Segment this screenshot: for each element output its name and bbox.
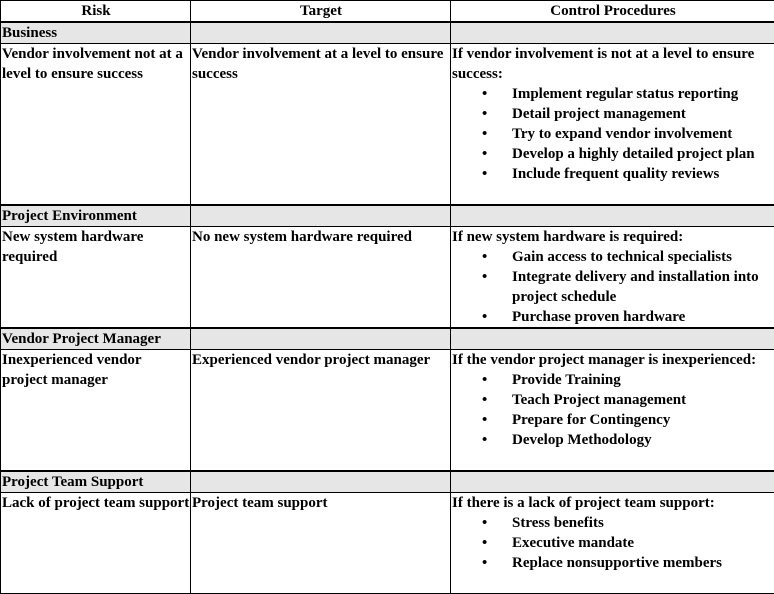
control-list <box>452 370 774 450</box>
list-item: • Executive mandate <box>482 533 774 553</box>
control-intro: If there is a lack of project team support: <box>452 493 774 513</box>
list-item: • Purchase proven hardware <box>482 307 774 327</box>
section-row-project-team-support <box>1 471 774 493</box>
section-empty-cell <box>191 328 451 350</box>
control-cell <box>451 493 774 594</box>
section-title: Project Team Support <box>1 471 191 493</box>
section-row-vendor-project-manager <box>1 328 774 350</box>
section-title: Business <box>1 22 191 44</box>
risk-cell: Inexperienced vendor project manager <box>1 350 191 472</box>
list-item: • Detail project management <box>482 104 774 124</box>
list-item: • Stress benefits <box>482 513 774 533</box>
section-row-business <box>1 22 774 44</box>
target-cell: Project team support <box>191 493 451 594</box>
risk-cell: Lack of project team support <box>1 493 191 594</box>
table-row <box>1 44 774 206</box>
table-row <box>1 227 774 329</box>
section-empty-cell <box>191 22 451 44</box>
section-empty-cell <box>451 328 774 350</box>
control-intro: If new system hardware is required: <box>452 227 774 247</box>
list-item: • Provide Training <box>482 370 774 390</box>
section-empty-cell <box>191 471 451 493</box>
target-cell: Vendor involvement at a level to ensure success <box>191 44 451 206</box>
section-empty-cell <box>191 205 451 227</box>
section-title: Project Environment <box>1 205 191 227</box>
list-item: • Gain access to technical specialists <box>482 247 774 267</box>
section-empty-cell <box>451 22 774 44</box>
list-item: • Teach Project management <box>482 390 774 410</box>
header-row <box>1 1 774 23</box>
list-item: • Develop Methodology <box>482 430 774 450</box>
target-cell: No new system hardware required <box>191 227 451 329</box>
control-list <box>452 84 774 184</box>
list-item: • Integrate delivery and installation into project schedule <box>482 267 774 307</box>
control-cell <box>451 44 774 206</box>
list-item: • Replace nonsupportive members <box>482 553 774 573</box>
risk-cell: New system hardware required <box>1 227 191 329</box>
control-list <box>452 247 774 327</box>
section-empty-cell <box>451 471 774 493</box>
list-item: • Prepare for Contingency <box>482 410 774 430</box>
header-control-procedures: Control Procedures <box>451 1 774 23</box>
section-row-project-environment <box>1 205 774 227</box>
list-item: • Try to expand vendor involvement <box>482 124 774 144</box>
section-title: Vendor Project Manager <box>1 328 191 350</box>
table-row <box>1 350 774 472</box>
section-empty-cell <box>451 205 774 227</box>
list-item: • Implement regular status reporting <box>482 84 774 104</box>
control-cell <box>451 350 774 472</box>
control-intro: If the vendor project manager is inexperienced: <box>452 350 774 370</box>
risk-cell: Vendor involvement not at a level to ensure success <box>1 44 191 206</box>
target-cell: Experienced vendor project manager <box>191 350 451 472</box>
control-intro: If vendor involvement is not at a level to ensure success: <box>452 44 774 84</box>
header-target: Target <box>191 1 451 23</box>
header-risk: Risk <box>1 1 191 23</box>
control-cell <box>451 227 774 329</box>
table-row <box>1 493 774 594</box>
control-list <box>452 513 774 573</box>
list-item: • Develop a highly detailed project plan <box>482 144 774 164</box>
list-item: • Include frequent quality reviews <box>482 164 774 184</box>
